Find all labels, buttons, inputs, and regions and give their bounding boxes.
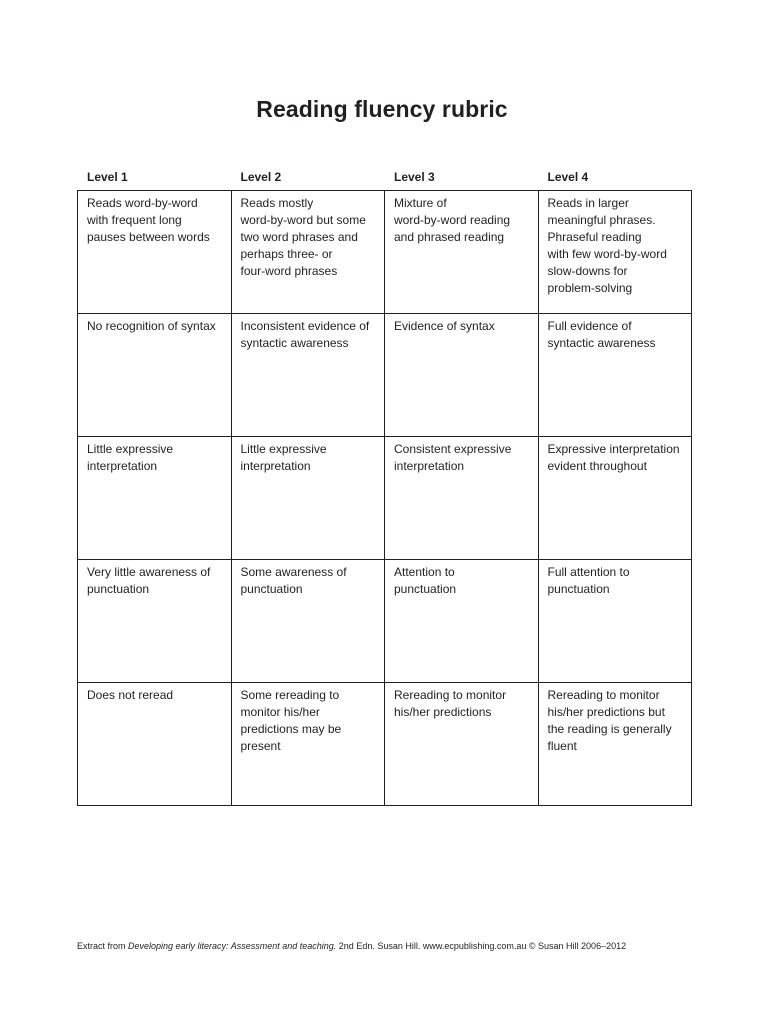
- cell-text: Reads word-by-word with frequent long pauses between words: [87, 196, 210, 244]
- table-cell: [231, 191, 385, 314]
- table-cell: [385, 314, 539, 437]
- cell-text: Attention to punctuation: [394, 565, 457, 596]
- citation-details: 2nd Edn. Susan Hill. www.ecpublishing.com.au © Susan Hill 2006–2012: [336, 941, 627, 951]
- cell-text: Very little awareness of punctuation: [87, 565, 211, 596]
- table-cell: [78, 191, 232, 314]
- cell-text: Inconsistent evidence of syntactic awareness: [240, 319, 370, 350]
- table-row: [78, 437, 692, 560]
- table-cell: [78, 560, 232, 683]
- column-header-level-3: Level 3: [394, 170, 435, 184]
- table-cell: [385, 560, 539, 683]
- cell-text: Rereading to monitor his/her predictions but the reading is generally fluent: [547, 688, 672, 753]
- column-header-level-4: Level 4: [547, 170, 589, 184]
- table-row: [78, 683, 692, 806]
- table-cell: [538, 560, 692, 683]
- table-cell: [231, 314, 385, 437]
- table-cell: [231, 560, 385, 683]
- table-cell: [78, 314, 232, 437]
- cell-text: Evidence of syntax: [394, 319, 495, 333]
- table-row: [78, 191, 692, 314]
- cell-text: Does not reread: [87, 688, 174, 702]
- source-citation: [77, 940, 717, 952]
- citation-prefix: Extract from: [77, 941, 129, 951]
- table-header-row: [77, 168, 692, 186]
- table-cell: [538, 314, 692, 437]
- cell-text: Consistent expressive interpretation: [394, 442, 512, 473]
- table-row: [78, 560, 692, 683]
- page-title: Reading fluency rubric: [256, 96, 508, 122]
- table-cell: [78, 437, 232, 560]
- cell-text: No recognition of syntax: [87, 319, 216, 333]
- cell-text: Reads in larger meaningful phrases. Phraseful reading with few word-by-word slow-downs for problem-solving: [547, 196, 667, 295]
- cell-text: Full evidence of syntactic awareness: [547, 319, 656, 350]
- cell-text: Reads mostly word-by-word but some two word phrases and perhaps three- or four-word phrases: [240, 196, 366, 278]
- table-row: [78, 314, 692, 437]
- cell-text: Mixture of word-by-word reading and phrased reading: [394, 196, 511, 244]
- column-header-level-1: Level 1: [87, 170, 128, 184]
- rubric-table: [77, 190, 692, 806]
- cell-text: Full attention to punctuation: [547, 565, 630, 596]
- table-cell: [231, 437, 385, 560]
- cell-text: Expressive interpretation evident throughout: [547, 442, 680, 473]
- column-header-level-2: Level 2: [240, 170, 282, 184]
- table-cell: [538, 437, 692, 560]
- cell-text: Some rereading to monitor his/her predictions may be present: [240, 688, 342, 753]
- table-cell: [385, 683, 539, 806]
- cell-text: Rereading to monitor his/her predictions: [394, 688, 507, 719]
- table-cell: [78, 683, 232, 806]
- table-cell: [385, 191, 539, 314]
- cell-text: Little expressive interpretation: [87, 442, 174, 473]
- table-cell: [231, 683, 385, 806]
- citation-book-title: Developing early literacy: Assessment and teaching.: [128, 941, 337, 951]
- table-cell: [538, 191, 692, 314]
- cell-text: Little expressive interpretation: [240, 442, 327, 473]
- table-cell: [385, 437, 539, 560]
- cell-text: Some awareness of punctuation: [240, 565, 347, 596]
- table-cell: [538, 683, 692, 806]
